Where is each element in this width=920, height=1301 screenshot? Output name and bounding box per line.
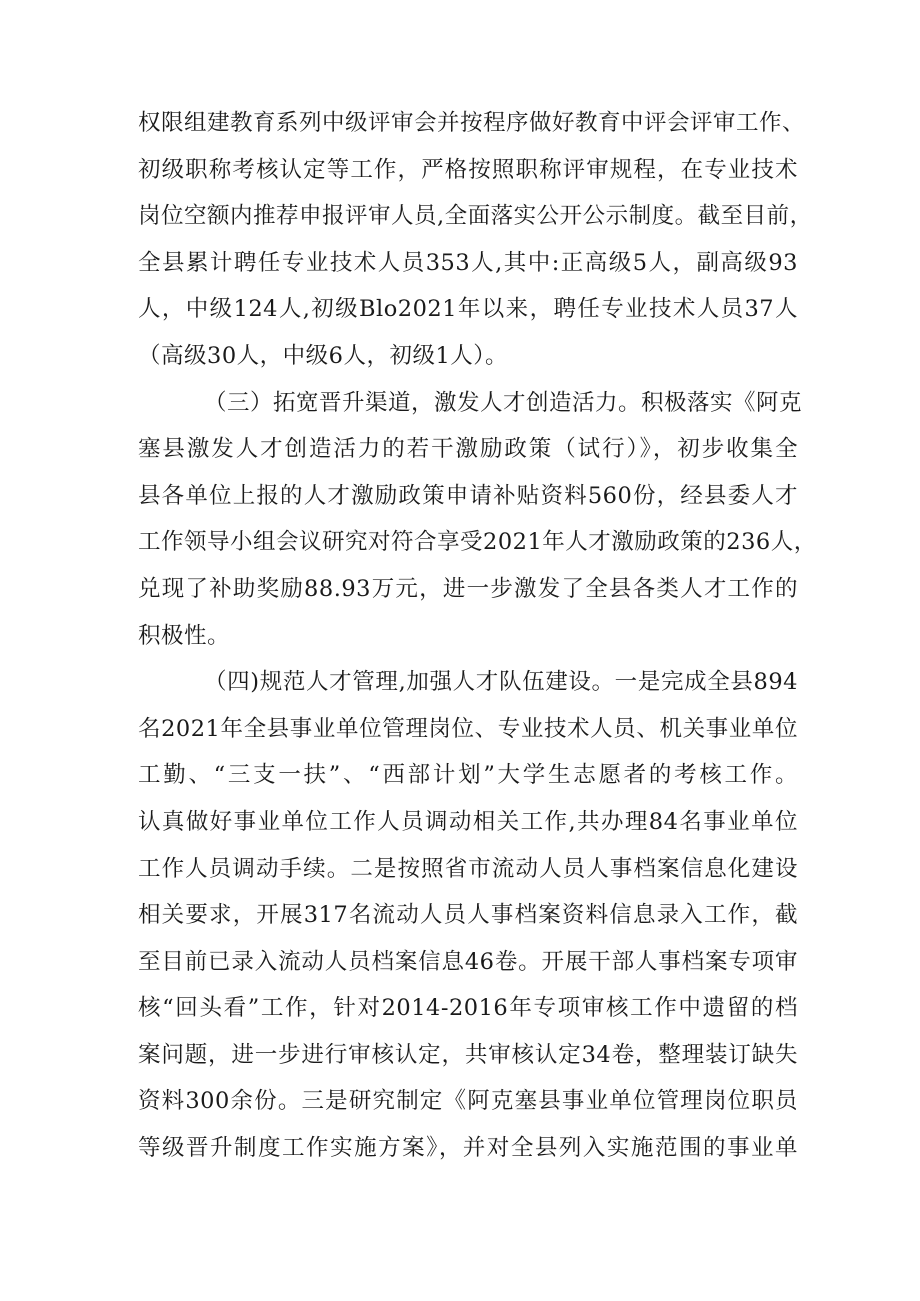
paragraph-1-line-3: 岗位空额内推荐申报评审人员,全面落实公开公示制度。截至目前，: [138, 203, 813, 230]
paragraph-1-line-2: 初级职称考核认定等工作，严格按照职称评审规程，在专业技术: [138, 156, 798, 183]
document-body: [138, 100, 817, 1172]
paragraph-3-line-3: 工勤、“三支一扶”、“西部计划”大学生志愿者的考核工作。: [138, 762, 798, 789]
paragraph-1-line-4: 全县累计聘任专业技术人员353人,其中:正高级5人，副高级93: [138, 249, 798, 276]
paragraph-2-line-6: 积极性。: [138, 622, 231, 649]
paragraph-3-line-6: 相关要求，开展317名流动人员人事档案资料信息录入工作，截: [138, 902, 798, 929]
paragraph-2-line-5: 兑现了补助奖励88.93万元，进一步激发了全县各类人才工作的: [138, 575, 798, 602]
paragraph-3-line-8: 核“回头看”工作，针对2014-2016年专项审核工作中遗留的档: [138, 995, 798, 1022]
paragraph-3-line-7: 至目前已录入流动人员档案信息46卷。开展干部人事档案专项审: [138, 948, 798, 975]
paragraph-3-line-2: 名2021年全县事业单位管理岗位、专业技术人员、机关事业单位: [138, 715, 798, 742]
paragraph-3-line-4: 认真做好事业单位工作人员调动相关工作,共办理84名事业单位: [138, 808, 798, 835]
paragraph-2-line-3: 县各单位上报的人才激励政策申请补贴资料560份，经县委人才: [138, 482, 798, 509]
paragraph-1-line-5: 人，中级124人,初级Blo2021年以来，聘任专业技术人员37人: [138, 296, 798, 323]
paragraph-3-line-5: 工作人员调动手续。二是按照省市流动人员人事档案信息化建设: [138, 855, 798, 882]
paragraph-3-line-10: 资料300余份。三是研究制定《阿克塞县事业单位管理岗位职员: [138, 1088, 798, 1115]
paragraph-3-line-11: 等级晋升制度工作实施方案》，并对全县列入实施范围的事业单: [138, 1135, 798, 1162]
paragraph-1-line-1: 权限组建教育系列中级评审会并按程序做好教育中评会评审工作、: [138, 110, 806, 136]
paragraph-3-line-9: 案问题，进一步进行审核认定，共审核认定34卷，整理装订缺失: [138, 1041, 798, 1068]
paragraph-2-line-1: （三）拓宽晋升渠道，激发人才创造活力。积极落实《阿克: [204, 389, 803, 416]
paragraph-3-line-1: （四)规范人才管理,加强人才队伍建设。一是完成全县894: [204, 669, 798, 696]
paragraph-2-line-2: 塞县激发人才创造活力的若干激励政策（试行）》，初步收集全: [138, 436, 798, 463]
paragraph-1-line-6: （高级30人，中级6人，初级1人）。: [138, 342, 509, 369]
paragraph-2-line-4: 工作领导小组会议研究对符合享受2021年人才激励政策的236人，: [138, 529, 817, 556]
